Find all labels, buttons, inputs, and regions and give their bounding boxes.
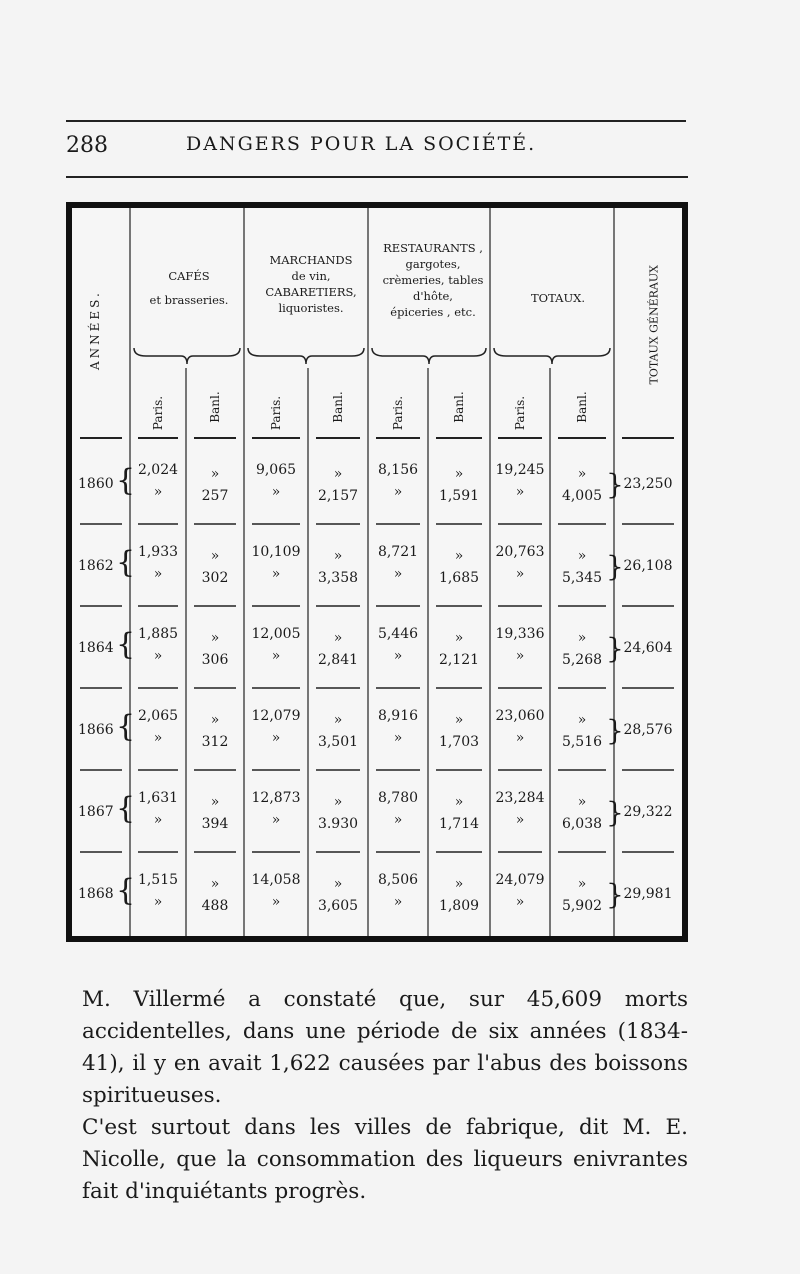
row-brace: {: [116, 627, 136, 662]
statistics-table: [66, 202, 688, 942]
cell-paris-value: 8,721: [377, 544, 419, 560]
row-year: 1867: [78, 804, 114, 820]
cell-paris-value: 5,446: [377, 626, 419, 642]
cell-banl-ditto: »: [333, 876, 343, 892]
cell-paris-value: 12,873: [251, 790, 301, 806]
cell-banl-value: 5,345: [561, 570, 603, 586]
cell-paris-value: 8,916: [377, 708, 419, 724]
cell-paris-ditto: »: [271, 894, 281, 910]
cell-paris-ditto: »: [515, 894, 525, 910]
cell-paris-value: 1,885: [137, 626, 179, 642]
cell-banl-value: 302: [201, 570, 229, 586]
brace-marchands: [248, 348, 364, 364]
running-title: DANGERS POUR LA SOCIÉTÉ.: [186, 133, 537, 155]
cell-paris-ditto: »: [153, 730, 163, 746]
cell-paris-value: 2,024: [137, 462, 179, 478]
total-brace: }: [606, 468, 624, 501]
cell-paris-value: 12,005: [251, 626, 301, 642]
row-brace: {: [116, 709, 136, 744]
header-restaurants-line1: RESTAURANTS ,: [383, 241, 483, 255]
cell-paris-ditto: »: [515, 812, 525, 828]
cell-paris-value: 1,933: [137, 544, 179, 560]
cell-banl-ditto: »: [454, 712, 464, 728]
row-brace: {: [116, 463, 136, 498]
cell-banl-ditto: »: [210, 794, 220, 810]
cell-banl-value: 488: [201, 898, 229, 914]
cell-paris-value: 9,065: [255, 462, 297, 478]
header-marchands-line1: MARCHANDS: [269, 253, 353, 267]
cell-total-general: 26,108: [623, 558, 673, 574]
header-cafes-line1: CAFÉS: [168, 269, 210, 283]
paragraph-nicolle: C'est surtout dans les villes de fabrique, dit M. E. Nicolle, que la consommation des liqueurs enivrantes fait d'inquiétants progrès.: [82, 1115, 688, 1204]
cell-banl-ditto: »: [333, 794, 343, 810]
cell-banl-ditto: »: [333, 712, 343, 728]
cell-banl-value: 3,501: [317, 734, 359, 750]
cell-paris-value: 1,515: [137, 872, 179, 888]
cell-banl-value: 1,714: [438, 816, 480, 832]
cell-banl-ditto: »: [333, 630, 343, 646]
cell-banl-value: 3,605: [317, 898, 359, 914]
cell-paris-value: 14,058: [251, 872, 301, 888]
cell-paris-ditto: »: [153, 566, 163, 582]
cell-paris-value: 1,631: [137, 790, 179, 806]
subheader-paris: Paris.: [513, 395, 527, 431]
cell-banl-ditto: »: [333, 466, 343, 482]
cell-banl-value: 1,685: [438, 570, 480, 586]
subheader-banl: Banl.: [208, 391, 222, 423]
header-restaurants-line5: épiceries , etc.: [390, 305, 476, 319]
header-totaux-generaux: TOTAUX GÉNÉRAUX: [647, 265, 661, 385]
row-brace: {: [116, 791, 136, 826]
cell-banl-ditto: »: [210, 712, 220, 728]
brace-totaux: [494, 348, 610, 364]
cell-banl-value: 1,703: [438, 734, 480, 750]
subheader-paris: Paris.: [269, 395, 283, 431]
cell-paris-ditto: »: [393, 484, 403, 500]
cell-paris-ditto: »: [153, 484, 163, 500]
top-rule: [66, 120, 686, 122]
total-brace: }: [606, 878, 624, 911]
cell-banl-value: 2,841: [317, 652, 359, 668]
cell-paris-ditto: »: [271, 648, 281, 664]
header-marchands-line3: CABARETIERS,: [265, 285, 357, 299]
cell-banl-value: 3,358: [317, 570, 359, 586]
cell-banl-value: 2,121: [438, 652, 480, 668]
cell-paris-value: 12,079: [251, 708, 301, 724]
cell-banl-value: 306: [201, 652, 229, 668]
cell-paris-value: 23,284: [495, 790, 545, 806]
cell-paris-ditto: »: [515, 648, 525, 664]
cell-paris-value: 23,060: [495, 708, 545, 724]
cell-banl-value: 2,157: [317, 488, 359, 504]
header-marchands: [252, 252, 370, 316]
paragraph-villerme: M. Villermé a constaté que, sur 45,609 morts accidentelles, dans une période de six années (1834-41), il y en avait 1,622 causées par l'abus des boissons spiritueuses.: [82, 987, 688, 1108]
cell-total-general: 23,250: [623, 476, 673, 492]
cell-banl-value: 1,591: [438, 488, 480, 504]
row-year: 1862: [78, 558, 114, 574]
cell-paris-value: 24,079: [495, 872, 545, 888]
cell-banl-value: 4,005: [561, 488, 603, 504]
brace-cafes: [134, 348, 240, 364]
cell-total-general: 29,322: [623, 804, 673, 820]
cell-banl-value: 5,516: [561, 734, 603, 750]
cell-banl-ditto: »: [454, 548, 464, 564]
cell-banl-value: 312: [201, 734, 229, 750]
cell-paris-value: 10,109: [251, 544, 301, 560]
cell-paris-ditto: »: [271, 730, 281, 746]
cell-paris-value: 20,763: [495, 544, 545, 560]
total-brace: }: [606, 550, 624, 583]
cell-banl-value: 5,902: [561, 898, 603, 914]
header-cafes-line2: et brasseries.: [149, 293, 229, 307]
cell-banl-value: 3.930: [317, 816, 359, 832]
total-brace: }: [606, 632, 624, 665]
cell-paris-ditto: »: [153, 812, 163, 828]
cell-paris-ditto: »: [393, 730, 403, 746]
cell-banl-value: 1,809: [438, 898, 480, 914]
cell-paris-ditto: »: [515, 566, 525, 582]
cell-paris-ditto: »: [153, 894, 163, 910]
cell-banl-ditto: »: [210, 466, 220, 482]
row-year: 1866: [78, 722, 114, 738]
cell-banl-ditto: »: [577, 466, 587, 482]
subheader-paris: Paris.: [391, 395, 405, 431]
cell-total-general: 28,576: [623, 722, 673, 738]
subheader-paris: Paris.: [151, 395, 165, 431]
subheader-banl: Banl.: [452, 391, 466, 423]
header-annees: ANNÉES.: [88, 290, 102, 370]
cell-paris-ditto: »: [515, 730, 525, 746]
header-restaurants: [368, 240, 498, 320]
header-restaurants-line4: d'hôte,: [413, 289, 453, 303]
cell-paris-ditto: »: [153, 648, 163, 664]
cell-paris-ditto: »: [271, 566, 281, 582]
row-year: 1864: [78, 640, 114, 656]
cell-paris-ditto: »: [515, 484, 525, 500]
cell-banl-ditto: »: [577, 712, 587, 728]
cell-paris-value: 2,065: [137, 708, 179, 724]
header-totaux: TOTAUX.: [531, 291, 585, 305]
cell-paris-value: 19,245: [495, 462, 545, 478]
header-rule: [66, 176, 688, 178]
header-cafes: [134, 268, 244, 308]
subheader-banl: Banl.: [331, 391, 345, 423]
cell-banl-ditto: »: [210, 548, 220, 564]
cell-banl-ditto: »: [577, 548, 587, 564]
cell-paris-value: 19,336: [495, 626, 545, 642]
header-restaurants-line2: gargotes,: [405, 257, 461, 271]
cell-total-general: 24,604: [623, 640, 673, 656]
cell-paris-value: 8,506: [377, 872, 419, 888]
row-year: 1860: [78, 476, 114, 492]
cell-banl-value: 6,038: [561, 816, 603, 832]
cell-banl-ditto: »: [577, 794, 587, 810]
brace-restaurants: [372, 348, 486, 364]
cell-banl-value: 5,268: [561, 652, 603, 668]
cell-banl-ditto: »: [210, 630, 220, 646]
cell-banl-ditto: »: [454, 630, 464, 646]
cell-total-general: 29,981: [623, 886, 673, 902]
cell-banl-ditto: »: [454, 466, 464, 482]
header-restaurants-line3: crèmeries, tables: [382, 273, 484, 287]
cell-paris-ditto: »: [393, 812, 403, 828]
cell-banl-value: 257: [201, 488, 229, 504]
total-brace: }: [606, 714, 624, 747]
cell-paris-value: 8,780: [377, 790, 419, 806]
cell-banl-ditto: »: [333, 548, 343, 564]
cell-banl-ditto: »: [454, 794, 464, 810]
cell-paris-ditto: »: [393, 648, 403, 664]
cell-banl-ditto: »: [577, 876, 587, 892]
cell-banl-ditto: »: [454, 876, 464, 892]
cell-paris-value: 8,156: [377, 462, 419, 478]
cell-paris-ditto: »: [271, 812, 281, 828]
subheader-banl: Banl.: [575, 391, 589, 423]
total-brace: }: [606, 796, 624, 829]
cell-banl-ditto: »: [210, 876, 220, 892]
cell-paris-ditto: »: [393, 566, 403, 582]
row-brace: {: [116, 545, 136, 580]
header-marchands-line2: de vin,: [291, 269, 331, 283]
row-year: 1868: [78, 886, 114, 902]
page-header: [66, 133, 686, 163]
page-number: 288: [66, 133, 108, 158]
cell-banl-value: 394: [201, 816, 229, 832]
cell-paris-ditto: »: [393, 894, 403, 910]
cell-banl-ditto: »: [577, 630, 587, 646]
cell-paris-ditto: »: [271, 484, 281, 500]
row-brace: {: [116, 873, 136, 908]
header-marchands-line4: liquoristes.: [278, 301, 344, 315]
